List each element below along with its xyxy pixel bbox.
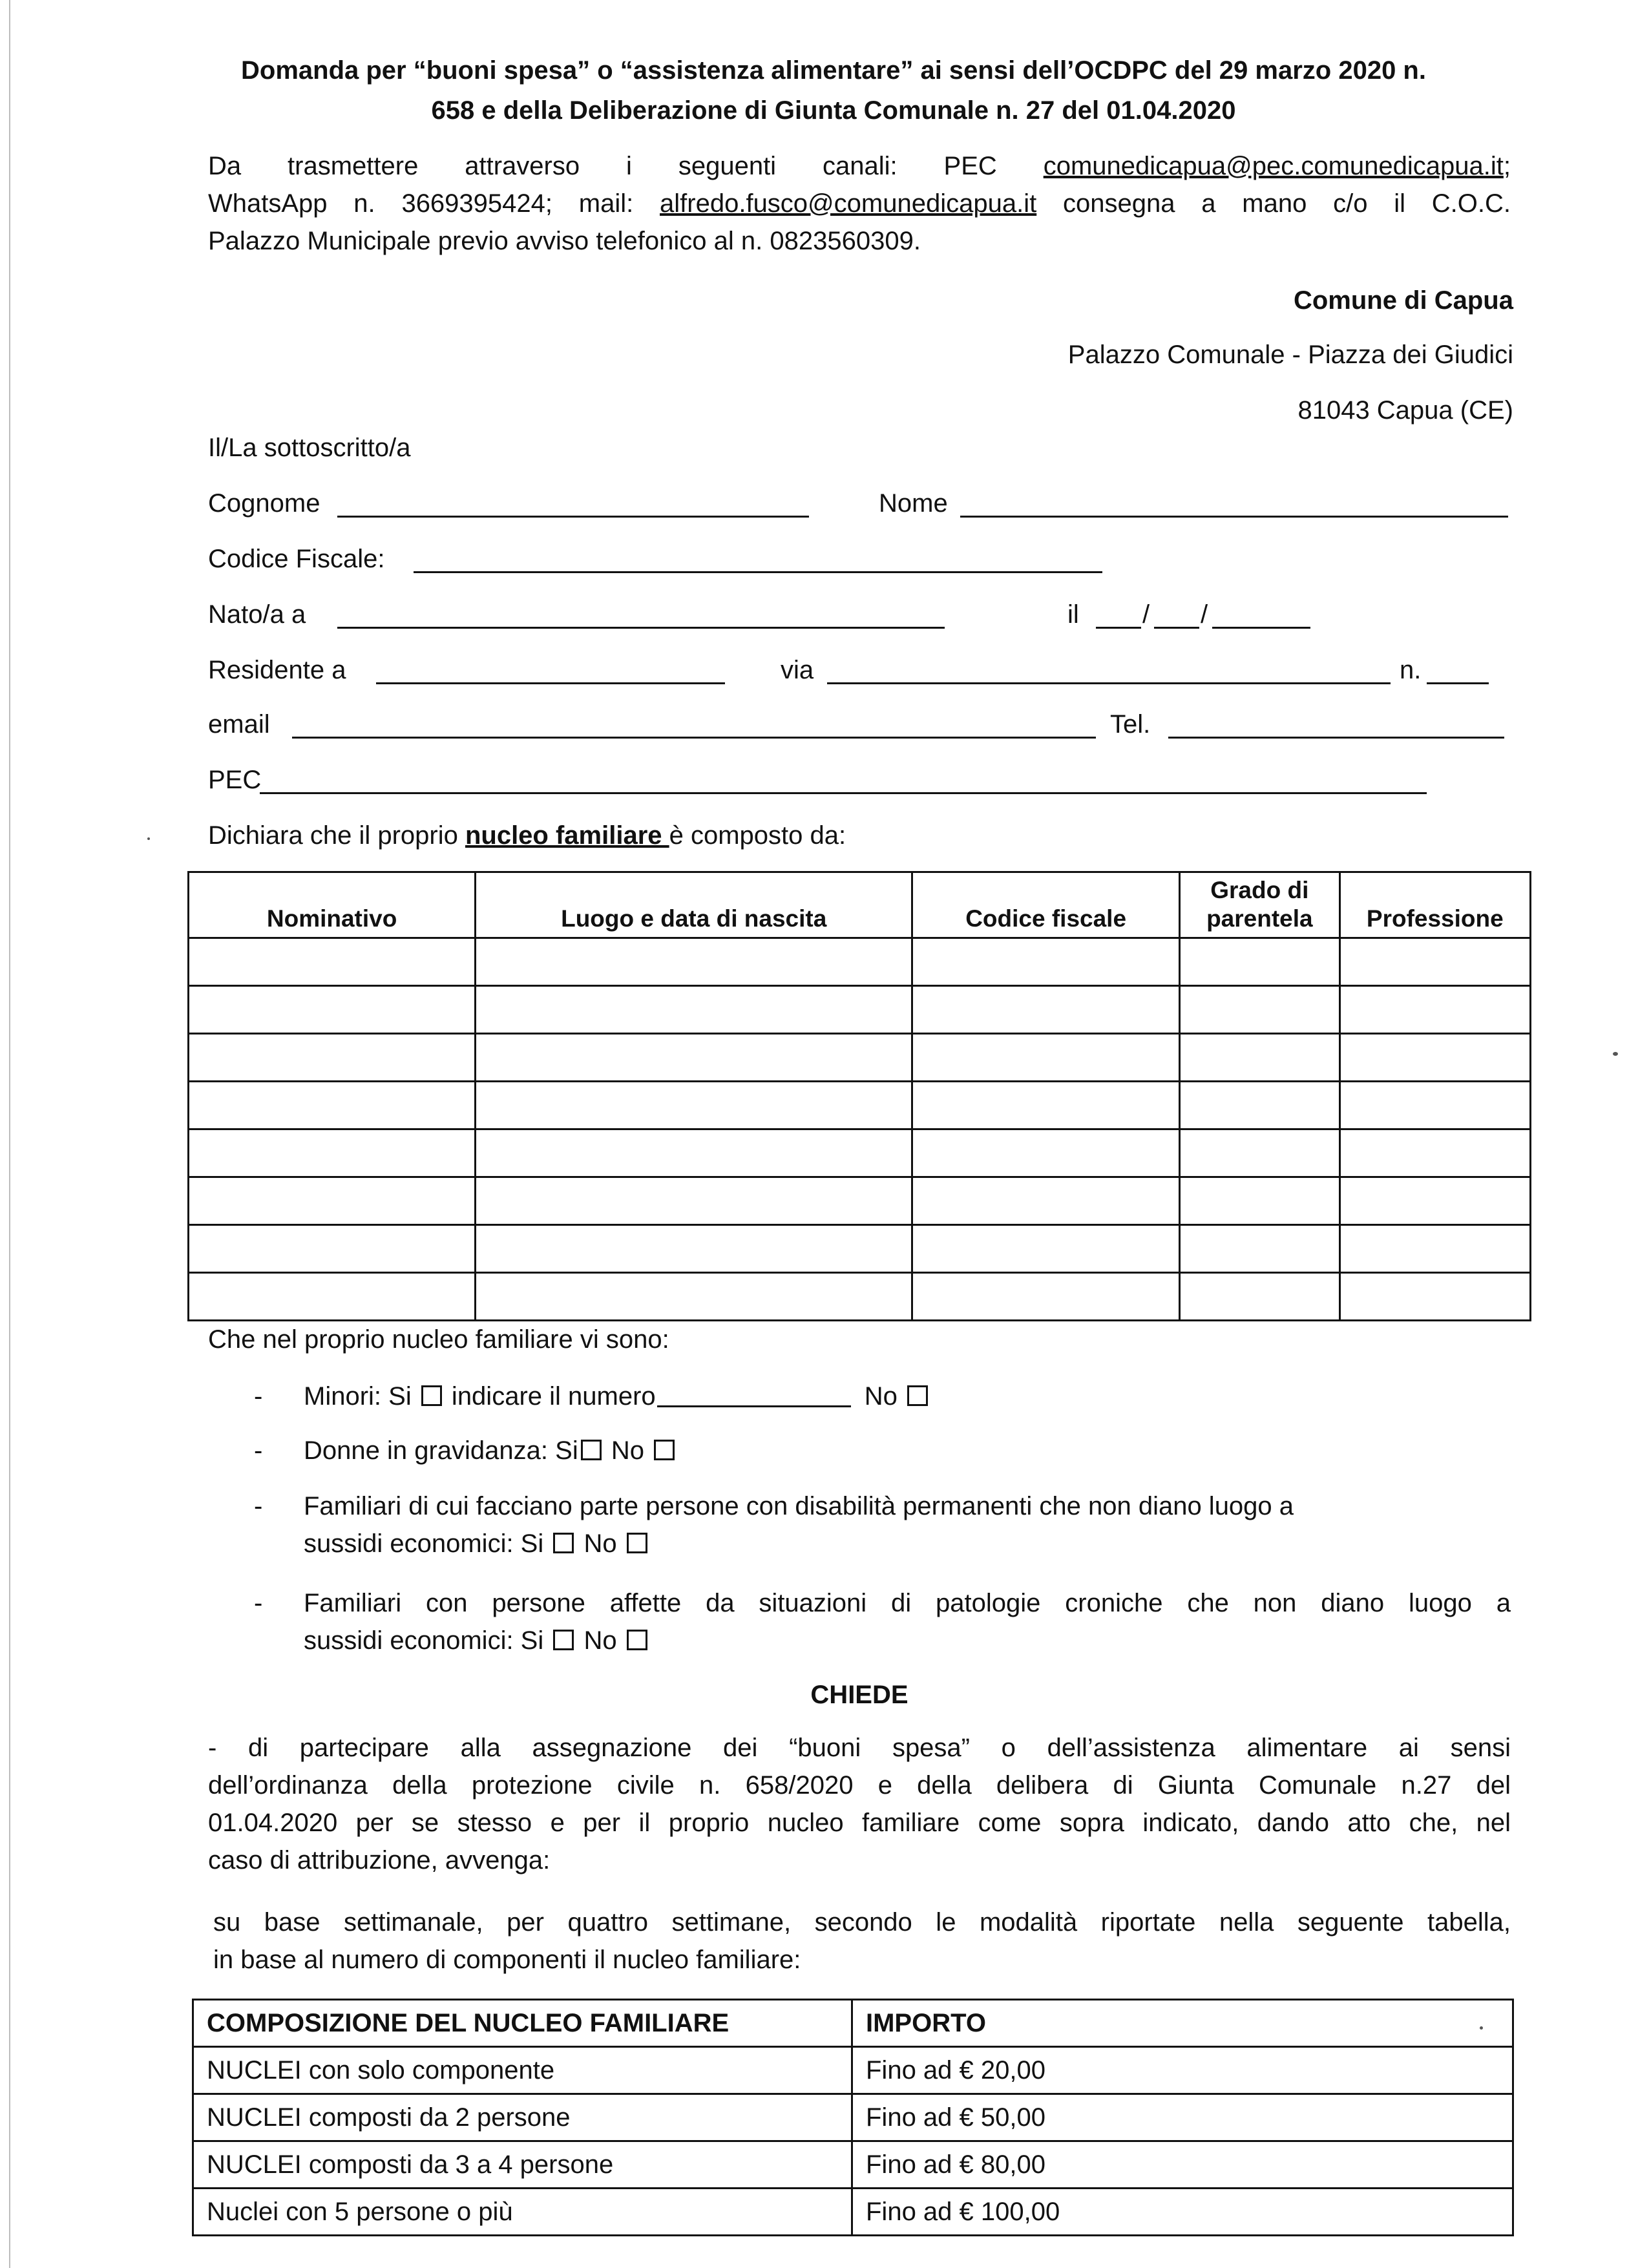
- cognome-field[interactable]: [337, 516, 809, 518]
- disabilita-si-checkbox[interactable]: [553, 1533, 574, 1553]
- header-professione: Professione: [1339, 872, 1530, 938]
- recipient-name: Comune di Capua: [1293, 286, 1513, 315]
- tel-field[interactable]: [1168, 737, 1504, 739]
- table-row: [189, 1177, 1531, 1225]
- table-row: [189, 1129, 1531, 1177]
- family-table-header: [189, 872, 1531, 938]
- mail-link[interactable]: alfredo.fusco@comunedicapua.it: [660, 189, 1037, 218]
- composizione-cell: Nuclei con 5 persone o più: [193, 2189, 852, 2236]
- table-row: [193, 2094, 1513, 2141]
- scan-speck: [1480, 2026, 1483, 2030]
- table-row: [189, 1034, 1531, 1082]
- table-cell[interactable]: [912, 1273, 1180, 1321]
- civico-field[interactable]: [1427, 682, 1489, 684]
- header-importo: IMPORTO: [852, 2000, 1513, 2047]
- table-cell[interactable]: [189, 938, 476, 986]
- document-title: [194, 50, 1473, 131]
- table-cell[interactable]: [476, 1177, 912, 1225]
- family-declaration: [208, 819, 846, 852]
- request-p1-line-2: dell’ordinanza della protezione civile n. 658/2020 e della delibera di Giunta Comunale n.27 del: [208, 1771, 1511, 1800]
- croniche-no-checkbox[interactable]: [627, 1630, 647, 1650]
- bullet-dash: -: [254, 1436, 263, 1465]
- table-cell[interactable]: [189, 1177, 476, 1225]
- disabilita-text: Familiari di cui facciano parte persone con disabilità permanenti che non diano luogo a: [304, 1492, 1294, 1520]
- table-cell[interactable]: [1180, 1177, 1340, 1225]
- croniche-si-label: sussidi economici: Si: [304, 1626, 551, 1655]
- minori-label: Minori: Si: [304, 1382, 419, 1411]
- table-row: [193, 2141, 1513, 2189]
- nato-label: Nato/a a: [208, 600, 306, 629]
- family-declaration-text-1: Dichiara che il proprio: [208, 821, 465, 850]
- header-luogo-data-nascita: Luogo e data di nascita: [476, 872, 912, 938]
- nome-field[interactable]: [960, 516, 1508, 518]
- table-cell[interactable]: [912, 938, 1180, 986]
- table-cell[interactable]: [912, 1034, 1180, 1082]
- table-cell[interactable]: [1339, 1273, 1530, 1321]
- table-cell[interactable]: [1339, 1082, 1530, 1129]
- scan-speck: [147, 837, 150, 840]
- table-row: [193, 2047, 1513, 2094]
- table-cell[interactable]: [476, 1129, 912, 1177]
- bullet-dash: -: [254, 1382, 263, 1411]
- importo-cell: Fino ad € 20,00: [852, 2047, 1513, 2094]
- table-cell[interactable]: [189, 1225, 476, 1273]
- gravidanza-no-label: No: [604, 1436, 652, 1465]
- table-row: [189, 1225, 1531, 1273]
- residente-label: Residente a: [208, 656, 346, 684]
- table-cell[interactable]: [912, 1225, 1180, 1273]
- channels-text-4: consegna a mano c/o il C.O.C.: [1036, 189, 1511, 218]
- importo-cell: Fino ad € 100,00: [852, 2189, 1513, 2236]
- table-cell[interactable]: [476, 986, 912, 1034]
- table-row: [189, 986, 1531, 1034]
- header-nominativo: Nominativo: [189, 872, 476, 938]
- composizione-cell: NUCLEI composti da 3 a 4 persone: [193, 2141, 852, 2189]
- table-cell[interactable]: [476, 1034, 912, 1082]
- nome-label: Nome: [879, 489, 948, 518]
- cognome-label: Cognome: [208, 489, 320, 518]
- via-field[interactable]: [827, 682, 1391, 684]
- il-label: il: [1067, 600, 1079, 629]
- pec-label: PEC: [208, 766, 262, 794]
- recipient-address-2: 81043 Capua (CE): [1297, 396, 1513, 425]
- minori-number-field[interactable]: [657, 1405, 851, 1407]
- chiede-heading: CHIEDE: [810, 1681, 909, 1709]
- request-p1-line-3: 01.04.2020 per se stesso e per il proprio nucleo familiare come sopra indicato, dando atto che, nel: [208, 1809, 1511, 1837]
- table-cell[interactable]: [1339, 1177, 1530, 1225]
- table-cell[interactable]: [476, 1082, 912, 1129]
- email-field[interactable]: [292, 737, 1096, 739]
- table-cell[interactable]: [189, 1129, 476, 1177]
- croniche-si-checkbox[interactable]: [553, 1630, 574, 1650]
- codice-fiscale-field[interactable]: [414, 571, 1102, 573]
- date-separator-2: /: [1201, 600, 1208, 629]
- bullet-dash: -: [254, 1589, 263, 1617]
- croniche-item: [304, 1584, 1511, 1659]
- table-cell[interactable]: [912, 986, 1180, 1034]
- disabilita-no-label: No: [576, 1529, 624, 1558]
- table-cell[interactable]: [476, 1273, 912, 1321]
- table-row: [189, 1273, 1531, 1321]
- recipient-address-1: Palazzo Comunale - Piazza dei Giudici: [1067, 341, 1513, 369]
- disabilita-options: [304, 1525, 1511, 1562]
- disabilita-no-checkbox[interactable]: [627, 1533, 647, 1553]
- table-cell[interactable]: [1180, 1129, 1340, 1177]
- table-cell[interactable]: [476, 1225, 912, 1273]
- importo-cell: Fino ad € 50,00: [852, 2094, 1513, 2141]
- header-composizione: COMPOSIZIONE DEL NUCLEO FAMILIARE: [193, 2000, 852, 2047]
- minori-item: [304, 1378, 1511, 1415]
- birth-day-field[interactable]: [1096, 627, 1141, 629]
- table-row: [189, 1082, 1531, 1129]
- table-cell[interactable]: [189, 1273, 476, 1321]
- table-cell[interactable]: [1180, 938, 1340, 986]
- pec-field[interactable]: [260, 792, 1427, 794]
- title-line-2: 658 e della Deliberazione di Giunta Comunale n. 27 del 01.04.2020: [431, 96, 1236, 125]
- channels-line-2: [208, 185, 1511, 222]
- table-cell[interactable]: [189, 986, 476, 1034]
- table-cell[interactable]: [1339, 1225, 1530, 1273]
- family-declaration-text-2: è composto da:: [669, 821, 846, 850]
- table-row: [193, 2189, 1513, 2236]
- table-cell[interactable]: [912, 1177, 1180, 1225]
- croniche-no-label: No: [576, 1626, 624, 1655]
- undersigned-label: Il/La sottoscritto/a: [208, 434, 411, 462]
- scan-edge-line: [9, 0, 10, 2268]
- channels-text-2: ;: [1503, 152, 1511, 180]
- email-label: email: [208, 710, 270, 739]
- croniche-options: [304, 1622, 1511, 1659]
- bullet-dash: -: [254, 1492, 263, 1520]
- table-cell[interactable]: [189, 1082, 476, 1129]
- family-declaration-emphasis: nucleo familiare: [465, 821, 669, 850]
- amounts-table: [192, 1999, 1514, 2236]
- gravidanza-no-checkbox[interactable]: [654, 1440, 675, 1460]
- codice-fiscale-label: Codice Fiscale:: [208, 545, 385, 573]
- luogo-nascita-field[interactable]: [337, 627, 945, 629]
- minori-si-checkbox[interactable]: [421, 1385, 442, 1406]
- birth-month-field[interactable]: [1154, 627, 1199, 629]
- scan-speck: [1613, 1052, 1618, 1056]
- request-paragraph-2: [213, 1904, 1511, 1979]
- table-cell[interactable]: [1180, 1034, 1340, 1082]
- family-table: [187, 871, 1531, 1321]
- importo-cell: Fino ad € 80,00: [852, 2141, 1513, 2189]
- gravidanza-item: [304, 1432, 1511, 1469]
- table-cell[interactable]: [1339, 1034, 1530, 1082]
- table-cell[interactable]: [476, 938, 912, 986]
- table-cell[interactable]: [1339, 938, 1530, 986]
- request-p1-line-1: - di partecipare alla assegnazione dei “buoni spesa” o dell’assistenza alimentare ai sensi: [208, 1734, 1511, 1762]
- header-grado-parentela: Grado di parentela: [1180, 872, 1340, 938]
- via-label: via: [781, 656, 814, 684]
- channels-text-3: WhatsApp n. 3669395424; mail:: [208, 189, 660, 218]
- channels-line-3: Palazzo Municipale previo avviso telefonico al n. 0823560309.: [208, 227, 921, 255]
- amounts-table-header: [193, 2000, 1513, 2047]
- gravidanza-label: Donne in gravidanza: Si: [304, 1436, 578, 1465]
- table-cell[interactable]: [1339, 986, 1530, 1034]
- birth-year-field[interactable]: [1212, 627, 1310, 629]
- table-cell[interactable]: [912, 1082, 1180, 1129]
- table-cell[interactable]: [1180, 1273, 1340, 1321]
- table-cell[interactable]: [1339, 1129, 1530, 1177]
- pec-email-link[interactable]: comunedicapua@pec.comunedicapua.it: [1043, 152, 1504, 180]
- minori-no-label: No: [857, 1382, 905, 1411]
- tel-label: Tel.: [1110, 710, 1151, 739]
- request-p1-line-4: caso di attribuzione, avvenga:: [208, 1846, 551, 1874]
- channels-paragraph: [208, 147, 1511, 260]
- civico-label: n.: [1400, 656, 1422, 684]
- date-separator-1: /: [1142, 600, 1150, 629]
- table-cell[interactable]: [912, 1129, 1180, 1177]
- table-row: [189, 938, 1531, 986]
- disabilita-item: [304, 1487, 1511, 1562]
- request-p2-line-2: in base al numero di componenti il nucleo familiare:: [213, 1946, 801, 1974]
- composizione-cell: NUCLEI composti da 2 persone: [193, 2094, 852, 2141]
- request-paragraph-1: [208, 1729, 1511, 1879]
- table-cell[interactable]: [1180, 986, 1340, 1034]
- table-cell[interactable]: [189, 1034, 476, 1082]
- channels-line-1: [208, 147, 1511, 185]
- request-p2-line-1: su base settimanale, per quattro settimane, secondo le modalità riportate nella seguente tabella,: [213, 1908, 1511, 1937]
- minori-no-checkbox[interactable]: [907, 1385, 928, 1406]
- residente-field[interactable]: [376, 682, 725, 684]
- members-intro: Che nel proprio nucleo familiare vi sono:: [208, 1325, 669, 1354]
- header-codice-fiscale: Codice fiscale: [912, 872, 1180, 938]
- disabilita-si-label: sussidi economici: Si: [304, 1529, 551, 1558]
- composizione-cell: NUCLEI con solo componente: [193, 2047, 852, 2094]
- table-cell[interactable]: [1180, 1082, 1340, 1129]
- croniche-text: Familiari con persone affette da situazioni di patologie croniche che non diano luogo a: [304, 1589, 1511, 1617]
- gravidanza-si-checkbox[interactable]: [581, 1440, 602, 1460]
- channels-text-1: Da trasmettere attraverso i seguenti canali: PEC: [208, 152, 1044, 180]
- minori-number-label: indicare il numero: [444, 1382, 656, 1411]
- title-line-1: Domanda per “buoni spesa” o “assistenza alimentare” ai sensi dell’OCDPC del 29 marzo 2020 n.: [241, 56, 1426, 85]
- table-cell[interactable]: [1180, 1225, 1340, 1273]
